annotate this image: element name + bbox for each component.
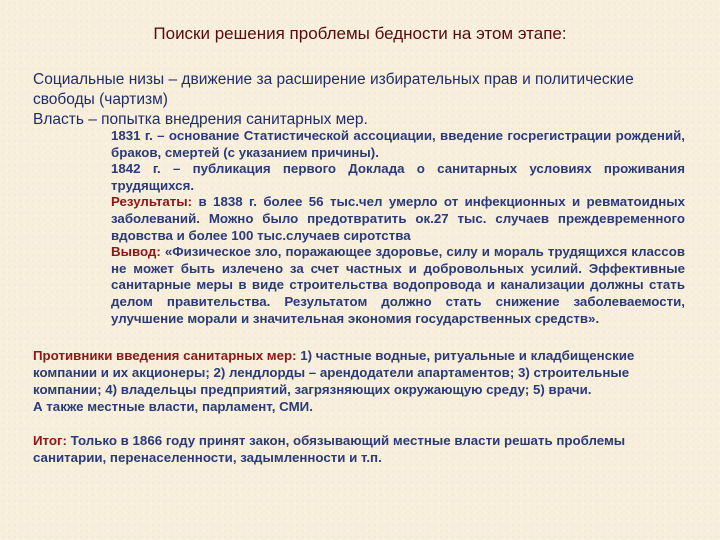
opponents-paragraph [33,347,685,398]
conclusion-text: «Физическое зло, поражающее здоровье, силу и мораль трудящихся классов не может быть излечено за счет частных и добровольных усилий. Эффективные санитарные меры в виде строительства водопровода и канализации должны стать делом правительства. Результатом должно стать снижение заболеваемости, улучшение морали и значительная экономия государственных средств». [111,244,685,326]
opponents-text: 1) частные водные, ритуальные и кладбищенские компании и их акционеры; 2) лендлорды – арендодатели апартаментов; 3) строительные компании; 4) владельцы предприятий, загрязняющих окружающую среду; 5) врачи. [33,348,635,397]
summary-label: Итог: [33,433,67,448]
slide-title [0,24,720,44]
slide-title-text: Поиски решения проблемы бедности на этом этапе [153,24,562,43]
opponents-label: Противники введения санитарных мер: [33,348,297,363]
paragraph-1842: 1842 г. – публикация первого Доклада о санитарных условиях проживания трудящихся. [111,161,685,193]
summary-paragraph [33,432,685,466]
intro-block [33,70,693,130]
paragraph-results [33,194,685,244]
paragraph-1831: 1831 г. – основание Статистической ассоциации, введение госрегистрации рождений, браков, смертей (с указанием причины). [111,128,685,160]
conclusion-label: Вывод: [111,244,161,260]
intro-line-social: Социальные низы – движение за расширение избирательных прав и политические свободы (чартизм) [33,71,634,108]
intro-line-government: Власть – попытка внедрения санитарных мер. [33,111,368,128]
opponents-block [33,347,685,415]
results-text: в 1838 г. более 56 тыс.чел умерло от инфекционных и ревматоидных заболеваний. Можно было предотвратить ок.27 тыс. случаев преждевременного вдовства и более 100 тыс.случаев сиротства [111,194,685,243]
details-block [33,128,685,327]
summary-text: Только в 1866 году принят закон, обязывающий местные власти решать проблемы санитарии, перенаселенности, задымленности и т.п. [33,433,626,465]
results-label: Результаты: [111,194,193,210]
summary-block [33,432,685,466]
paragraph-conclusion [33,244,685,327]
opponents-also: А также местные власти, парламент, СМИ. [33,399,313,414]
slide-title-colon: : [561,24,567,43]
